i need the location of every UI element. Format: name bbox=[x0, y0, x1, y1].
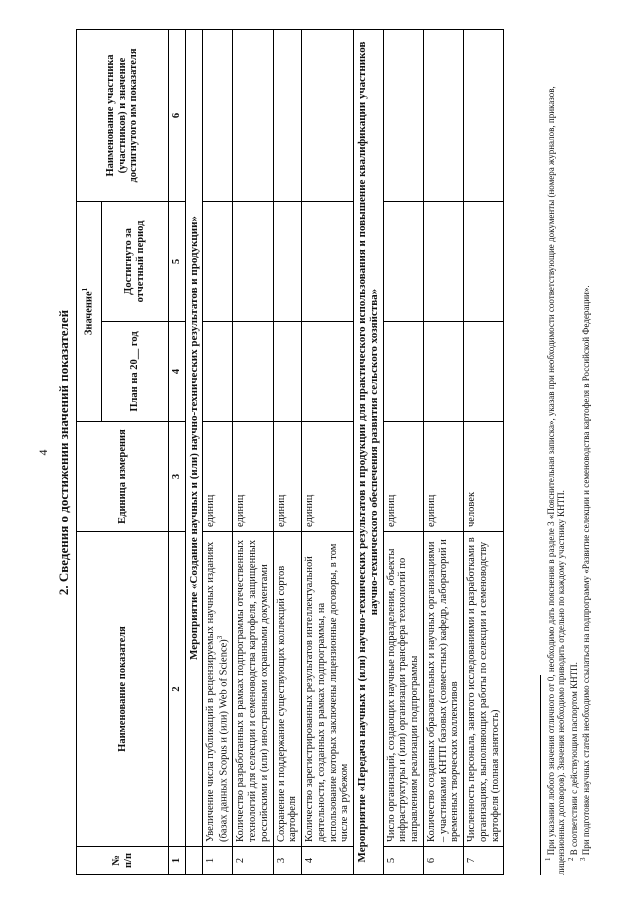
footnote-mark: 1 bbox=[544, 857, 552, 861]
table-row bbox=[423, 29, 463, 874]
col-number: 1 bbox=[169, 847, 186, 875]
col-header-participant: Наименование участника (участников) и значение достигнутого им показателя bbox=[77, 29, 169, 201]
row-plan bbox=[423, 322, 463, 422]
group-title: Мероприятие «Создание научных и (или) научно-технических результатов и продукции» bbox=[186, 29, 203, 846]
header-row-1 bbox=[77, 29, 102, 874]
row-plan bbox=[233, 322, 273, 422]
group-row bbox=[354, 29, 384, 874]
col-header-value bbox=[77, 201, 102, 421]
row-participant bbox=[233, 29, 273, 201]
row-plan bbox=[203, 322, 233, 422]
row-participant bbox=[423, 29, 463, 201]
footnote-rule bbox=[540, 675, 541, 875]
row-footnote-mark: 3 bbox=[216, 635, 225, 640]
col-header-num: № п/п bbox=[77, 847, 169, 875]
footnote-text: При подготовке научных статей необходимо ссылаться на подпрограмму «Развитие селекции и семеноводства картофеля в Российской Федерации». bbox=[581, 285, 592, 856]
row-name: Количество зарегистрированных результатов интеллектуальной деятельности, созданных в рамках подпрограммы, на использование которых заключены лицензионные договоры, в том числе за рубежом bbox=[302, 532, 354, 847]
col-number: 5 bbox=[169, 201, 186, 321]
row-unit: единиц bbox=[273, 422, 302, 532]
row-unit: единиц bbox=[203, 422, 233, 532]
group-title: Мероприятие «Передача научных и (или) научно-технических результатов и продукции для практического использования и повышение квалификации участников научно-технического обеспечения развития сельского хозяйства» bbox=[354, 29, 384, 874]
table-row bbox=[464, 29, 504, 874]
table-row bbox=[383, 29, 423, 874]
row-name: Количество созданных образовательных и научных организациями – участниками КНТП базовых (совместных) кафедр, лабораторий и временных творческих коллективов bbox=[423, 532, 463, 847]
row-name-text: Увеличение числа публикаций в рецензируемых научных изданиях (базах данных Scopus и (или) Web of Science) bbox=[205, 541, 230, 842]
row-unit: человек bbox=[464, 422, 504, 532]
footnote-text: При указании любого значения отличного от 0, необходимо дать пояснения в разделе 3 «Пояснительная записка», указав при необходимости соответствующие документы (номера журналов, приказов, лицензионных договоров). Значения необходимо приводить отдельно по каждому участнику КНТП. bbox=[546, 86, 567, 875]
group-num-cell bbox=[186, 847, 203, 875]
col-number: 4 bbox=[169, 322, 186, 422]
footnote-2 bbox=[567, 30, 579, 875]
footnote-1 bbox=[544, 30, 567, 875]
row-num: 1 bbox=[203, 847, 233, 875]
row-name: Количество разработанных в рамках подпрограммы отечественных технологий для селекции и семеноводства картофеля, защищенных российскими и (или) иностранными охранными документами bbox=[233, 532, 273, 847]
row-participant bbox=[383, 29, 423, 201]
row-achieved bbox=[464, 201, 504, 321]
row-achieved bbox=[233, 201, 273, 321]
row-name: Численность персонала, занятого исследованиями и разработками в организациях, выполняющих работы по селекции и семеноводству картофеля (полная занятость) bbox=[464, 532, 504, 847]
row-unit: единиц bbox=[423, 422, 463, 532]
indicators-table bbox=[76, 29, 504, 875]
row-participant bbox=[302, 29, 354, 201]
row-achieved bbox=[203, 201, 233, 321]
row-participant bbox=[273, 29, 302, 201]
col-header-name: Наименование показателя bbox=[77, 532, 169, 847]
row-num: 6 bbox=[423, 847, 463, 875]
column-numbers-row bbox=[169, 29, 186, 874]
col-header-plan: План на 20__ год bbox=[102, 322, 169, 422]
row-achieved bbox=[383, 201, 423, 321]
row-name bbox=[203, 532, 233, 847]
col-header-achieved: Достигнуто за отчетный период bbox=[102, 201, 169, 321]
table-row bbox=[273, 29, 302, 874]
row-name: Сохранение и поддержание существующих коллекций сортов картофеля bbox=[273, 532, 302, 847]
table-row bbox=[203, 29, 233, 874]
col-number: 3 bbox=[169, 422, 186, 532]
row-plan bbox=[302, 322, 354, 422]
row-achieved bbox=[423, 201, 463, 321]
footnote-mark: 2 bbox=[566, 857, 575, 861]
footnote-mark: 3 bbox=[579, 857, 588, 861]
footnote-text: В соответствии с действующим паспортом КНТП. bbox=[568, 662, 579, 856]
col-number: 6 bbox=[169, 29, 186, 201]
col-header-unit: Единица измерения bbox=[77, 422, 169, 532]
row-unit: единиц bbox=[383, 422, 423, 532]
row-participant bbox=[464, 29, 504, 201]
table-row bbox=[302, 29, 354, 874]
footnotes bbox=[540, 30, 591, 875]
row-unit: единиц bbox=[302, 422, 354, 532]
row-num: 3 bbox=[273, 847, 302, 875]
group-row bbox=[186, 29, 203, 874]
row-plan bbox=[383, 322, 423, 422]
row-num: 7 bbox=[464, 847, 504, 875]
page-number: 4 bbox=[36, 449, 50, 456]
col-number: 2 bbox=[169, 532, 186, 847]
row-achieved bbox=[273, 201, 302, 321]
row-unit: единиц bbox=[233, 422, 273, 532]
row-plan bbox=[464, 322, 504, 422]
row-name: Число организаций, создающих научные подразделения, объекты инфраструктуры и (или) организации трансфера технологий по направлениям реализации подпрограммы bbox=[383, 532, 423, 847]
row-plan bbox=[273, 322, 302, 422]
value-label: Значение bbox=[83, 291, 95, 336]
row-num: 5 bbox=[383, 847, 423, 875]
value-footnote-mark: 1 bbox=[81, 287, 90, 292]
row-participant bbox=[203, 29, 233, 201]
row-num: 4 bbox=[302, 847, 354, 875]
row-num: 2 bbox=[233, 847, 273, 875]
footnote-3 bbox=[579, 30, 591, 875]
section-title: 2. Сведения о достижении значений показателей bbox=[56, 309, 71, 596]
row-achieved bbox=[302, 201, 354, 321]
table-row bbox=[233, 29, 273, 874]
